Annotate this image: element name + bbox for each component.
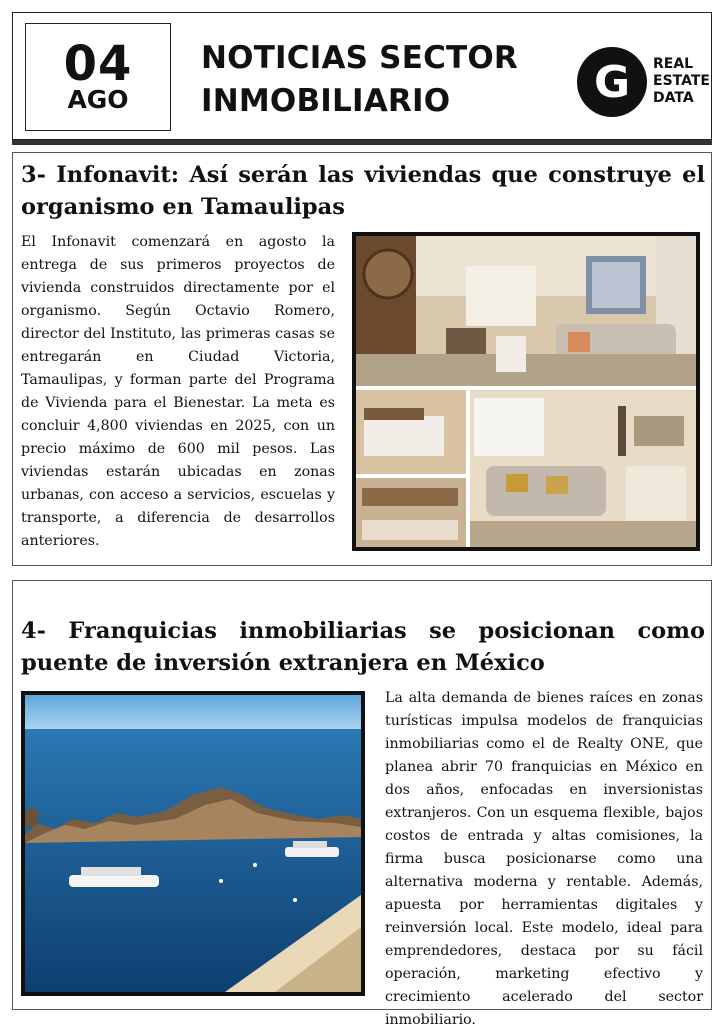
article-body: La alta demanda de bienes raíces en zonas turísticas impulsa modelos de franquicias inmobiliarias como el de Realty ONE, que planea abrir 70 franquicias en México en dos años, enfocadas en inversionistas extranjeros. Con un esquema flexible, bajos costos de entrada y altas comisiones, la firma busca posicionarse como una alternativa moderna y rentable. Además, apuesta por herramientas digitales y reinversión local. Este modelo, ideal para emprendedores, destaca por su fácil operación, marketing efectivo y crecimiento acelerado del sector inmobiliario. <box>385 690 703 1028</box>
newsletter-title-line1: NOTICIAS SECTOR <box>201 40 518 76</box>
header-divider <box>12 140 712 145</box>
newsletter-title-line2: INMOBILIARIO <box>201 83 451 119</box>
coastal-bay-icon <box>25 695 361 992</box>
newsletter-title <box>201 37 561 123</box>
coastal-bay-photo <box>21 691 365 996</box>
newsletter-header <box>12 12 712 140</box>
logo-line3: DATA <box>653 90 694 106</box>
date-month: AGO <box>67 85 129 114</box>
article-card-infonavit <box>12 152 712 566</box>
interior-collage-icon <box>356 236 696 547</box>
article-title: 4- Franquicias inmobiliarias se posicionan como puente de inversión extranjera en México <box>21 618 705 676</box>
logo-line2: ESTATE <box>653 73 710 89</box>
article-body: El Infonavit comenzará en agosto la entrega de sus primeros proyectos de vivienda construidos directamente por el organismo. Según Octavio Romero, director del Instituto, las primeras casas se entregarán en Ciudad Victoria, Tamaulipas, y forman parte del Programa de Vivienda para el Bienestar. La meta es concluir 4,800 viviendas en 2025, con un precio máximo de 600 mil pesos. Las viviendas estarán ubicadas en zonas urbanas, con acceso a servicios, escuelas y transporte, a diferencia de desarrollos anteriores. <box>21 234 335 549</box>
logo-g-icon <box>577 47 647 117</box>
date-box <box>25 23 171 131</box>
logo-wordmark <box>653 56 710 107</box>
brand-logo <box>577 47 710 117</box>
date-day: 04 <box>63 36 133 92</box>
logo-letter: G <box>593 56 631 108</box>
interior-collage-photo <box>352 232 700 551</box>
article-card-franquicias <box>12 580 712 1028</box>
article-title: 3- Infonavit: Así serán las viviendas que construye el organismo en Tamaulipas <box>21 162 705 220</box>
logo-line1: REAL <box>653 56 694 72</box>
